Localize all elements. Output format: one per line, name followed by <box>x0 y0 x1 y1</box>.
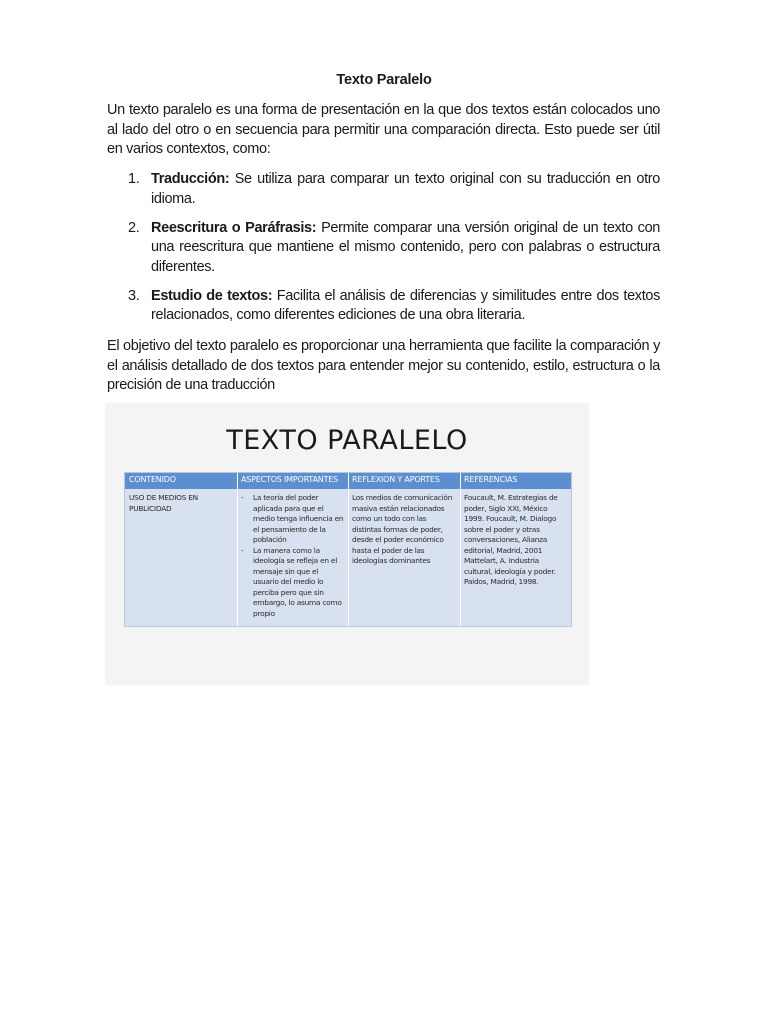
cell-reflexion: Los medios de comunicación masiva están relacionados como un todo con las distintas formas de poder, desde el poder económico hasta el poder de las ideologías dominantes <box>352 493 453 565</box>
header-aspectos: ASPECTOS IMPORTANTES <box>241 475 338 484</box>
contexts-list <box>107 170 660 335</box>
list-text: Permite comparar una versión original de un texto con una reescritura que mantiene el mismo contenido, pero con palabras o estructura diferentes. <box>151 219 660 275</box>
document-title: Texto Paralelo <box>336 72 432 88</box>
bullet-dash: - <box>241 545 244 555</box>
header-contenido: CONTENIDO <box>129 475 176 484</box>
list-term: Traducción: <box>151 171 230 187</box>
list-number: 1. <box>128 171 140 187</box>
list-term: Estudio de textos: <box>151 287 273 304</box>
bullet-dash: - <box>241 493 244 502</box>
list-item-traduccion <box>107 170 660 209</box>
embedded-figure <box>105 403 589 685</box>
aspecto-text: La manera como la ideología se refleja en el mensaje sin que el usuario del medio lo perciba pero que sin embargo, lo asuma como propio <box>253 545 342 618</box>
list-item-reescritura <box>107 219 660 278</box>
list-number: 2. <box>128 219 140 236</box>
figure-title: TEXTO PARALELO <box>226 425 468 456</box>
intro-paragraph: Un texto paralelo es una forma de presentación en la que dos textos están colocados uno al lado del otro o en secuencia para permitir una comparación directa. Esto puede ser útil en varios contextos, como: <box>107 102 660 157</box>
conclusion-paragraph: El objetivo del texto paralelo es proporcionar una herramienta que facilite la comparación y el análisis detallado de dos textos para entender mejor su contenido, estilo, estructura o la precisión de una traducción <box>107 338 660 393</box>
list-text: Se utiliza para comparar un texto original con su traducción en otro idioma. <box>151 171 660 207</box>
aspecto-item <box>239 546 345 620</box>
header-referencias: REFERENCIAS <box>464 475 518 484</box>
aspecto-text: La teoría del poder aplicada para que el medio tenga influencia en el pensamiento de la población <box>253 493 344 544</box>
list-term: Reescritura o Paráfrasis: <box>151 219 317 236</box>
figure-table <box>124 472 572 627</box>
header-reflexion: REFLEXION Y APORTES <box>352 475 440 484</box>
aspecto-item <box>239 493 345 546</box>
list-number: 3. <box>128 287 140 304</box>
cell-contenido: USO DE MEDIOS EN PUBLICIDAD <box>129 493 198 513</box>
list-item-estudio <box>107 287 660 326</box>
cell-referencias: Foucault, M. Estrategias de poder, Siglo XXI, México 1999. Foucault, M. Dialogo sobre el poder y otras conversaciones, Alianza editorial, Madrid, 2001 Mattelart, A. Industria cultural, ideología y poder. Paidos, Madrid, 1998. <box>464 493 558 586</box>
list-text: Facilita el análisis de diferencias y similitudes entre dos textos relacionados, como diferentes ediciones de una obra literaria. <box>151 287 660 323</box>
cell-aspectos <box>239 493 345 619</box>
